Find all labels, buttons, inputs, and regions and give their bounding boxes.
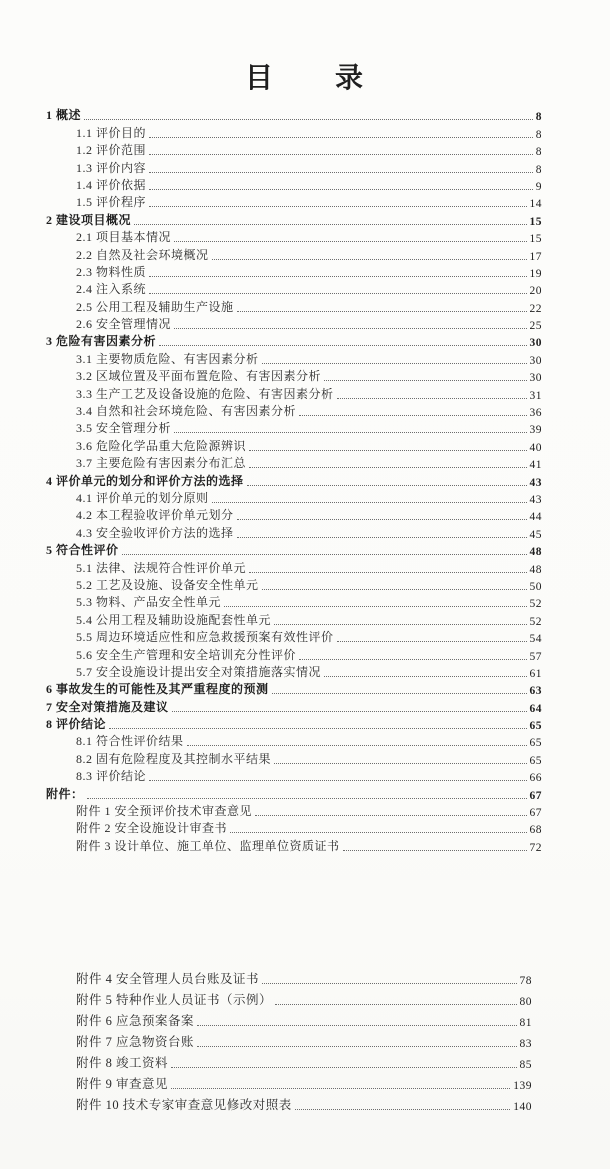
- toc-leader-dots: [275, 1004, 516, 1005]
- toc-leader-dots: [149, 172, 533, 173]
- toc-leader-dots: [274, 763, 526, 764]
- toc-entry-page: 81: [519, 1016, 532, 1029]
- toc-entry-label: 2.3 物料性质: [76, 264, 147, 279]
- toc-leader-dots: [109, 728, 526, 729]
- toc-entry: [46, 471, 542, 488]
- toc-leader-dots: [212, 502, 527, 503]
- toc-entry-label: 1.5 评价程序: [76, 195, 147, 210]
- toc-appendix-list: [46, 966, 532, 1113]
- toc-entry: [46, 280, 542, 297]
- toc-entry-label: 4.2 本工程验收评价单元划分: [76, 508, 234, 523]
- toc-entry-page: 31: [529, 389, 542, 402]
- toc-entry-label: 3 危险有害因素分析: [46, 334, 157, 349]
- toc-leader-dots: [230, 832, 526, 833]
- toc-entry-page: 20: [529, 285, 542, 298]
- toc-entry-page: 63: [529, 685, 542, 698]
- toc-entry-page: 45: [529, 528, 542, 541]
- toc-leader-dots: [172, 711, 527, 712]
- toc-entry-page: 52: [529, 598, 542, 611]
- toc-entry-page: 80: [519, 995, 532, 1008]
- toc-entry-label: 3.2 区域位置及平面布置危险、有害因素分析: [76, 369, 322, 384]
- toc-entry-page: 22: [529, 302, 542, 315]
- toc-entry: [46, 332, 542, 349]
- toc-entry: [46, 1029, 532, 1050]
- toc-entry-page: 57: [529, 650, 542, 663]
- toc-entry-label: 附件 6 应急预案备案: [76, 1013, 195, 1028]
- toc-entry: [46, 419, 542, 436]
- toc-entry-page: 78: [519, 974, 532, 987]
- toc-entry-label: 7 安全对策措施及建议: [46, 699, 169, 714]
- toc-entry-label: 3.5 安全管理分析: [76, 421, 172, 436]
- toc-entry-label: 附件 7 应急物资台账: [76, 1034, 195, 1049]
- toc-entry-page: 48: [529, 546, 542, 559]
- toc-entry-label: 5.7 安全设施设计提出安全对策措施落实情况: [76, 664, 322, 679]
- toc-leader-dots: [174, 241, 526, 242]
- toc-entry-label: 附件 3 设计单位、施工单位、监理单位资质证书: [76, 838, 340, 853]
- toc-entry-page: 15: [529, 215, 542, 228]
- toc-entry: [46, 732, 542, 749]
- toc-entry-page: 41: [529, 459, 542, 472]
- toc-entry-label: 8.2 固有危险程度及其控制水平结果: [76, 751, 272, 766]
- toc-entry-page: 67: [529, 789, 542, 802]
- toc-entry-page: 72: [529, 841, 542, 854]
- toc-entry: [46, 367, 542, 384]
- toc-leader-dots: [174, 328, 526, 329]
- toc-leader-dots: [122, 554, 527, 555]
- toc-entry-label: 2.6 安全管理情况: [76, 317, 172, 332]
- toc-entry: [46, 1008, 532, 1029]
- toc-entry-page: 8: [535, 128, 542, 141]
- toc-leader-dots: [87, 798, 527, 799]
- toc-entry: [46, 715, 542, 732]
- toc-entry-label: 5.1 法律、法规符合性评价单元: [76, 560, 247, 575]
- toc-entry-page: 65: [529, 737, 542, 750]
- toc-leader-dots: [343, 850, 527, 851]
- toc-entry-label: 附件 9 审查意见: [76, 1076, 169, 1091]
- toc-entry: [46, 454, 542, 471]
- toc-entry-page: 9: [535, 180, 542, 193]
- toc-leader-dots: [337, 398, 527, 399]
- toc-entry-label: 1.2 评价范围: [76, 143, 147, 158]
- toc-entry-label: 8.1 符合性评价结果: [76, 734, 184, 749]
- page-title: 目 录: [244, 63, 365, 94]
- toc-entry-page: 36: [529, 407, 542, 420]
- toc-entry: [46, 523, 542, 540]
- toc-entry-label: 附件 1 安全预评价技术审查意见: [76, 804, 253, 819]
- toc-entry-label: 2 建设项目概况: [46, 212, 132, 227]
- toc-entry: [46, 663, 542, 680]
- toc-entry: [46, 541, 542, 558]
- toc-entry-label: 1.4 评价依据: [76, 177, 147, 192]
- toc-leader-dots: [84, 119, 533, 120]
- toc-entry: [46, 158, 542, 175]
- toc-entry: [46, 680, 542, 697]
- toc-entry-label: 1.1 评价目的: [76, 125, 147, 140]
- toc-leader-dots: [171, 1088, 510, 1089]
- toc-entry-label: 4 评价单元的划分和评价方法的选择: [46, 473, 244, 488]
- toc-entry-label: 8.3 评价结论: [76, 769, 147, 784]
- toc-leader-dots: [237, 537, 527, 538]
- toc-leader-dots: [249, 450, 526, 451]
- toc-entry: [46, 697, 542, 714]
- toc-leader-dots: [249, 467, 526, 468]
- toc-leader-dots: [174, 432, 526, 433]
- toc-entry-page: 85: [519, 1058, 532, 1071]
- toc-entry-label: 2.4 注入系统: [76, 282, 147, 297]
- toc-leader-dots: [262, 363, 527, 364]
- toc-entry-label: 6 事故发生的可能性及其严重程度的预测: [46, 682, 269, 697]
- toc-entry: [46, 263, 542, 280]
- toc-entry-page: 8: [535, 146, 542, 159]
- toc-leader-dots: [237, 311, 527, 312]
- toc-entry: [46, 349, 542, 366]
- toc-entry: [46, 384, 542, 401]
- toc-entry: [46, 749, 542, 766]
- toc-entry-page: 83: [519, 1037, 532, 1050]
- toc-entry-page: 30: [529, 372, 542, 385]
- toc-leader-dots: [262, 589, 527, 590]
- toc-leader-dots: [249, 572, 526, 573]
- toc-leader-dots: [237, 519, 527, 520]
- toc-entry-label: 5 符合性评价: [46, 543, 119, 558]
- toc-entry-label: 3.1 主要物质危险、有害因素分析: [76, 351, 259, 366]
- toc-entry-label: 5.4 公用工程及辅助设施配套性单元: [76, 612, 272, 627]
- toc-entry-page: 66: [529, 772, 542, 785]
- toc-entry: [46, 645, 542, 662]
- toc-entry-label: 1 概述: [46, 108, 82, 123]
- toc-entry-page: 8: [535, 163, 542, 176]
- toc-leader-dots: [299, 659, 526, 660]
- toc-entry: [46, 802, 542, 819]
- toc-entry: [46, 193, 542, 210]
- toc-entry-label: 5.6 安全生产管理和安全培训充分性评价: [76, 647, 297, 662]
- toc-entry: [46, 610, 542, 627]
- toc-entry-page: 43: [529, 476, 542, 489]
- toc-entry: [46, 593, 542, 610]
- toc-leader-dots: [299, 415, 526, 416]
- toc-leader-dots: [224, 606, 526, 607]
- toc-leader-dots: [149, 189, 533, 190]
- toc-entry-page: 30: [529, 354, 542, 367]
- toc-entry: [46, 297, 542, 314]
- toc-entry-page: 14: [529, 198, 542, 211]
- toc-entry-label: 3.3 生产工艺及设备设施的危险、有害因素分析: [76, 386, 334, 401]
- toc-entry-label: 附件 2 安全设施设计审查书: [76, 821, 228, 836]
- toc-leader-dots: [149, 154, 533, 155]
- toc-entry: [46, 123, 542, 140]
- toc-leader-dots: [274, 624, 526, 625]
- toc-leader-dots: [272, 693, 527, 694]
- toc-entry: [46, 141, 542, 158]
- toc-entry: [46, 1071, 532, 1092]
- toc-entry-label: 2.1 项目基本情况: [76, 230, 172, 245]
- toc-entry-page: 65: [529, 754, 542, 767]
- toc-leader-dots: [197, 1046, 516, 1047]
- toc-entry-label: 5.5 周边环境适应性和应急救援预案有效性评价: [76, 630, 334, 645]
- toc-leader-dots: [212, 259, 527, 260]
- toc-entry-label: 5.2 工艺及设施、设备安全性单元: [76, 577, 259, 592]
- toc-entry-page: 140: [513, 1100, 532, 1113]
- toc-leader-dots: [149, 780, 526, 781]
- toc-entry-page: 64: [529, 702, 542, 715]
- toc-main-list: [46, 106, 542, 854]
- toc-entry: [46, 987, 532, 1008]
- toc-entry: [46, 228, 542, 245]
- toc-leader-dots: [262, 983, 516, 984]
- toc-entry-page: 15: [529, 233, 542, 246]
- toc-entry-page: 65: [529, 720, 542, 733]
- toc-entry-label: 2.5 公用工程及辅助生产设施: [76, 299, 234, 314]
- toc-entry: [46, 402, 542, 419]
- toc-leader-dots: [149, 137, 533, 138]
- toc-entry-label: 3.7 主要危险有害因素分布汇总: [76, 456, 247, 471]
- toc-entry-page: 54: [529, 633, 542, 646]
- toc-entry-page: 52: [529, 615, 542, 628]
- toc-entry-page: 19: [529, 267, 542, 280]
- toc-entry: [46, 1092, 532, 1113]
- toc-entry-page: 68: [529, 824, 542, 837]
- toc-entry-label: 2.2 自然及社会环境概况: [76, 247, 209, 262]
- toc-leader-dots: [255, 815, 526, 816]
- toc-entry: [46, 489, 542, 506]
- toc-entry: [46, 245, 542, 262]
- toc-entry-page: 30: [529, 337, 542, 350]
- toc-entry-page: 25: [529, 320, 542, 333]
- toc-entry-label: 附件 8 竣工资料: [76, 1055, 169, 1070]
- toc-leader-dots: [324, 380, 526, 381]
- toc-leader-dots: [149, 206, 526, 207]
- toc-entry: [46, 576, 542, 593]
- toc-entry: [46, 836, 542, 853]
- toc-entry-page: 61: [529, 667, 542, 680]
- toc-entry-page: 43: [529, 493, 542, 506]
- toc-entry: [46, 819, 542, 836]
- toc-entry-page: 40: [529, 441, 542, 454]
- toc-entry-label: 8 评价结论: [46, 717, 107, 732]
- toc-entry-page: 50: [529, 580, 542, 593]
- toc-leader-dots: [134, 224, 526, 225]
- toc-entry-label: 5.3 物料、产品安全性单元: [76, 595, 222, 610]
- toc-entry: [46, 1050, 532, 1071]
- toc-entry-label: 1.3 评价内容: [76, 160, 147, 175]
- toc-entry-page: 139: [513, 1079, 532, 1092]
- toc-entry-label: 4.1 评价单元的划分原则: [76, 490, 209, 505]
- toc-entry-page: 17: [529, 250, 542, 263]
- toc-entry: [46, 628, 542, 645]
- toc-leader-dots: [324, 676, 526, 677]
- toc-entry-label: 3.4 自然和社会环境危险、有害因素分析: [76, 404, 297, 419]
- toc-entry-page: 8: [535, 111, 542, 124]
- toc-leader-dots: [295, 1109, 510, 1110]
- toc-leader-dots: [171, 1067, 516, 1068]
- toc-leader-dots: [187, 745, 527, 746]
- toc-leader-dots: [247, 485, 527, 486]
- toc-entry: [46, 784, 542, 801]
- toc-entry: [46, 106, 542, 123]
- toc-entry: [46, 436, 542, 453]
- toc-entry-label: 3.6 危险化学品重大危险源辨识: [76, 438, 247, 453]
- toc-entry-label: 附件 5 特种作业人员证书（示例）: [76, 992, 273, 1007]
- toc-entry: [46, 315, 542, 332]
- toc-entry-page: 48: [529, 563, 542, 576]
- toc-entry-label: 4.3 安全验收评价方法的选择: [76, 525, 234, 540]
- toc-leader-dots: [337, 641, 527, 642]
- toc-entry: [46, 210, 542, 227]
- toc-entry-label: 附件：: [46, 786, 84, 801]
- toc-leader-dots: [159, 345, 526, 346]
- toc-leader-dots: [197, 1025, 516, 1026]
- toc-entry: [46, 176, 542, 193]
- toc-leader-dots: [149, 276, 526, 277]
- toc-entry-page: 44: [529, 511, 542, 524]
- toc-entry-page: 39: [529, 424, 542, 437]
- toc-entry: [46, 558, 542, 575]
- toc-leader-dots: [149, 293, 526, 294]
- toc-entry: [46, 767, 542, 784]
- toc-entry: [46, 506, 542, 523]
- toc-entry-label: 附件 10 技术专家审查意见修改对照表: [76, 1097, 292, 1112]
- toc-entry: [46, 966, 532, 987]
- toc-entry-label: 附件 4 安全管理人员台账及证书: [76, 971, 260, 986]
- toc-entry-page: 67: [529, 807, 542, 820]
